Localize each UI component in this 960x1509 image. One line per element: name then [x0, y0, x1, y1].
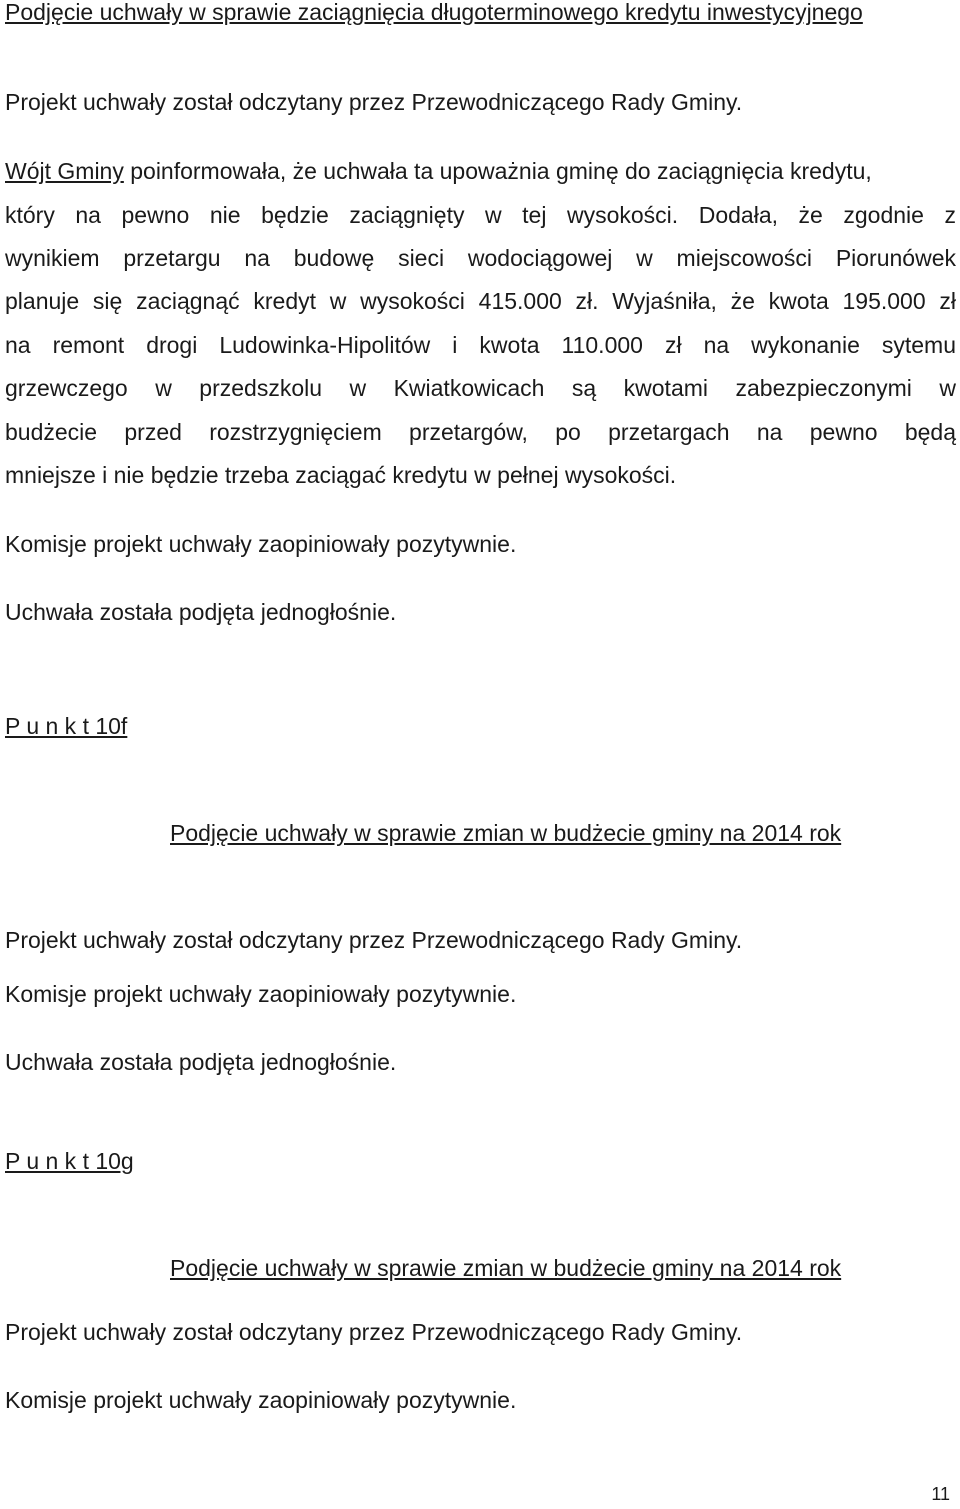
resolution-result: Uchwała została podjęta jednogłośnie.	[5, 599, 397, 625]
point-10g-label: P u n k t 10g	[5, 1148, 134, 1174]
point-10f-heading: Podjęcie uchwały w sprawie zmian w budżecie gminy na 2014 rok	[170, 820, 842, 846]
resolution-heading-loan: Podjęcie uchwały w sprawie zaciągnięcia długoterminowego kredytu inwestycyjnego	[5, 0, 863, 25]
point-10f-label: P u n k t 10f	[5, 713, 128, 739]
read-statement: Projekt uchwały został odczytany przez Przewodniczącego Rady Gminy.	[5, 89, 743, 115]
committees-opinion: Komisje projekt uchwały zaopiniowały pozytywnie.	[5, 531, 517, 557]
explanation-line: mniejsze i nie będzie trzeba zaciągać kredytu w pełnej wysokości.	[5, 462, 677, 488]
explanation-line: na remont drogi Ludowinka-Hipolitów i kwota 110.000 zł na wykonanie sytemu	[5, 332, 956, 358]
committees-opinion: Komisje projekt uchwały zaopiniowały pozytywnie.	[5, 981, 517, 1007]
resolution-result: Uchwała została podjęta jednogłośnie.	[5, 1049, 397, 1075]
page-number: 11	[931, 1484, 950, 1504]
read-statement: Projekt uchwały został odczytany przez Przewodniczącego Rady Gminy.	[5, 927, 743, 953]
explanation-line	[5, 157, 872, 185]
explanation-line: planuje się zaciągnąć kredyt w wysokości 415.000 zł. Wyjaśniła, że kwota 195.000 zł	[5, 288, 956, 314]
wojt-gminy: Wójt Gminy	[5, 158, 124, 184]
read-statement: Projekt uchwały został odczytany przez Przewodniczącego Rady Gminy.	[5, 1319, 743, 1345]
point-10g-heading: Podjęcie uchwały w sprawie zmian w budżecie gminy na 2014 rok	[170, 1255, 842, 1281]
explanation-line: budżecie przed rozstrzygnięciem przetargów, po przetargach na pewno będą	[5, 419, 956, 445]
explanation-line: który na pewno nie będzie zaciągnięty w tej wysokości. Dodała, że zgodnie z	[5, 202, 956, 228]
explanation-line: grzewczego w przedszkolu w Kwiatkowicach są kwotami zabezpieczonymi w	[5, 375, 956, 401]
explanation-line-text: poinformowała, że uchwała ta upoważnia gminę do zaciągnięcia kredytu,	[123, 158, 872, 184]
explanation-line: wynikiem przetargu na budowę sieci wodociągowej w miejscowości Piorunówek	[5, 245, 956, 271]
committees-opinion: Komisje projekt uchwały zaopiniowały pozytywnie.	[5, 1387, 517, 1413]
